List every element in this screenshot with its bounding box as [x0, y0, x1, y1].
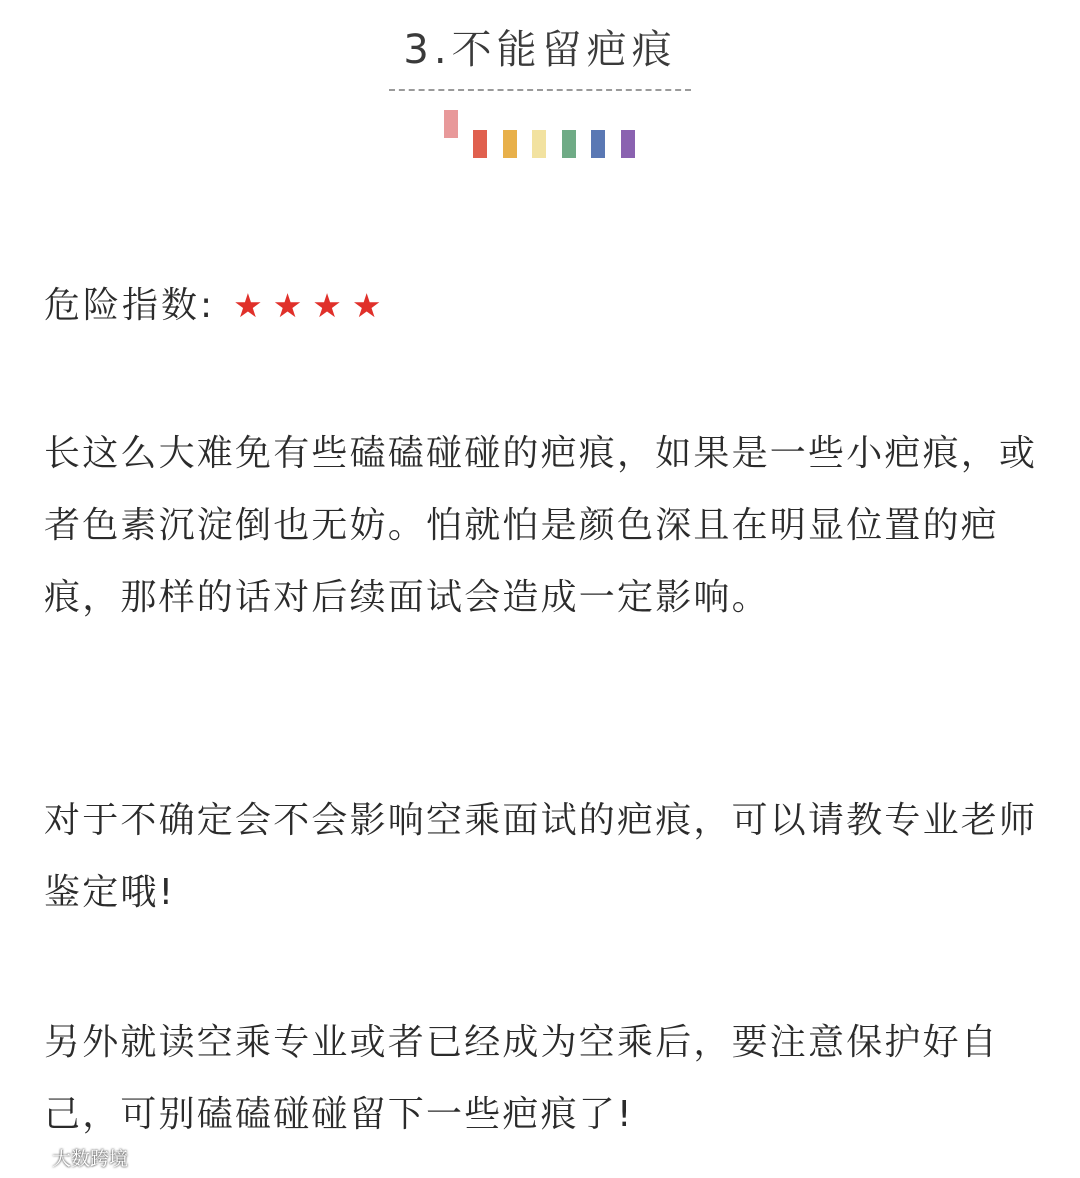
color-bar-green: [562, 130, 576, 158]
color-bar-cream: [532, 130, 546, 158]
danger-rating-label: 危险指数:: [44, 285, 216, 326]
paragraph-protect-yourself: 另外就读空乘专业或者已经成为空乘后，要注意保护好自己，可别磕磕碰碰留下一些疤痕了!: [44, 1022, 1000, 1135]
paragraph-scars-overview: 长这么大难免有些磕磕碰碰的疤痕，如果是一些小疤痕，或者色素沉淀倒也无妨。怕就怕是颜色深且在明显位置的疤痕，那样的话对后续面试会造成一定影响。: [44, 433, 1038, 618]
color-bar-decoration: [440, 108, 640, 160]
star-rating-icons: ★★★★: [233, 286, 392, 325]
color-bar-pink: [444, 110, 458, 138]
watermark-logo-icon: [10, 1143, 48, 1176]
color-bar-red: [473, 130, 487, 158]
paragraph-consult-teacher: 对于不确定会不会影响空乘面试的疤痕，可以请教专业老师鉴定哦!: [44, 800, 1038, 913]
color-bar-purple: [621, 130, 635, 158]
watermark-text: 大数跨境: [52, 1148, 129, 1170]
color-bar-orange: [503, 130, 517, 158]
dashed-divider: [389, 89, 691, 91]
color-bar-blue: [591, 130, 605, 158]
watermark: [10, 1143, 128, 1176]
danger-rating: [44, 280, 391, 332]
section-title: 3.不能留疤痕: [403, 27, 677, 73]
